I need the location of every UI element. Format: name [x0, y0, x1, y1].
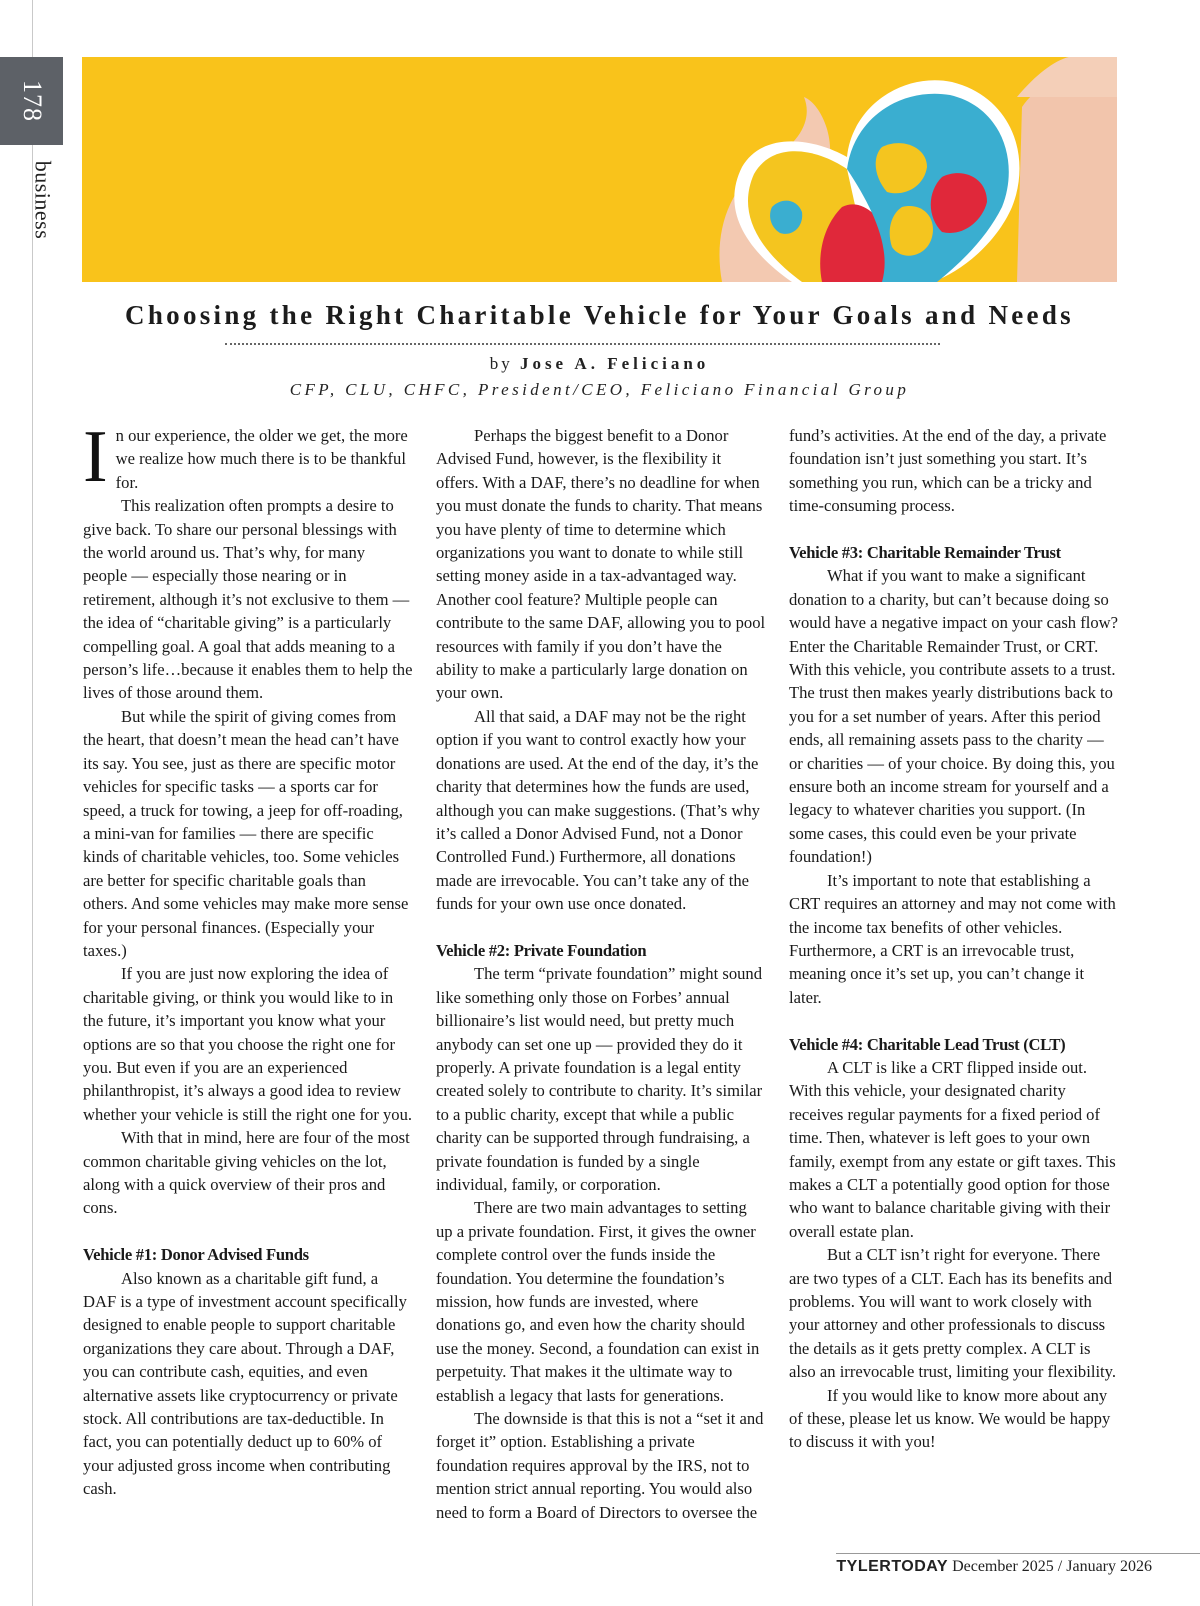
subheading-vehicle-3: Vehicle #3: Charitable Remainder Trust — [789, 543, 1061, 563]
paragraph: Perhaps the biggest benefit to a Donor Advised Fund, however, is the flexibility it offers. With a DAF, there’s no deadline for when you must donate the funds to charity. That means you have plenty of time to determine which organizations you want to donate to while still setting money aside in a tax-advantaged way. Another cool feature? Multiple people can contribute to the same DAF, allowing you to pool resources with family if you don’t have the ability to make a particularly large donation on your own. — [436, 426, 766, 703]
subheading-vehicle-4: Vehicle #4: Charitable Lead Trust (CLT) — [789, 1034, 1066, 1054]
column-3 — [789, 424, 1119, 1454]
paragraph: Also known as a charitable gift fund, a DAF is a type of investment account specifically designed to enable people to support charitable organizations they care about. Through a DAF, you can contribute cash, equities, and even alternative assets like cryptocurrency or private stock. All contributions are tax-deductible. In fact, you can potentially deduct up to 60% of your adjusted gross income when contributing cash. — [83, 1268, 407, 1499]
column-2 — [436, 424, 766, 1524]
author-credentials: CFP, CLU, CHFC, President/CEO, Feliciano Financial Group — [289, 380, 910, 399]
page-number: 178 — [17, 80, 47, 122]
hero-image — [82, 57, 1117, 282]
drop-cap: I — [83, 416, 108, 498]
paragraph: If you would like to know more about any of these, please let us know. We would be happy to discuss it with you! — [789, 1385, 1111, 1452]
byline-prefix: by — [489, 354, 513, 373]
paragraph: The term “private foundation” might sound like something only those on Forbes’ annual billionaire’s list would need, but pretty much anybody can set one up — provided they do it properly. A private foundation is a legal entity created solely to contribute to charity. It’s similar to a public charity, except that while a public charity can be supported through fundraising, a private foundation is funded by a single individual, family, or corporation. — [436, 964, 763, 1194]
article-title: Choosing the Right Charitable Vehicle for Your Goals and Needs — [125, 300, 1074, 330]
footer — [836, 1558, 1152, 1576]
column-1 — [83, 416, 413, 1501]
paragraph: This realization often prompts a desire to give back. To share our personal blessings with the world around us. That’s why, for many people — especially those nearing or in retirement, although it’s not exclusive to them — the idea of “charitable giving” is a particularly compelling goal. A goal that adds meaning to a person’s life…because it enables them to help the lives of those around them. — [83, 496, 413, 703]
puzzle-heart-illustration — [82, 57, 1117, 282]
page-number-tab — [0, 57, 63, 145]
title-divider — [225, 343, 940, 345]
paragraph: All that said, a DAF may not be the right option if you want to control exactly how your donations are used. At the end of the day, it’s the charity that determines how the funds are used, although you can make suggestions. (That’s why it’s called a Donor Advised Fund, not a Donor Controlled Fund.) Furthermore, all donations made are irrevocable. You can’t take any of the funds for your own use once donated. — [436, 706, 760, 914]
section-label — [30, 155, 54, 245]
byline — [82, 354, 1117, 374]
paragraph — [83, 416, 413, 498]
paragraph: fund’s activities. At the end of the day, a private foundation isn’t just something you start. It’s something you run, which can be a tricky and time-consuming process. — [789, 426, 1107, 516]
paragraph: A CLT is like a CRT flipped inside out. With this vehicle, your designated charity receives regular payments for a fixed period of time. Then, whatever is left goes to your own family, exempt from any estate or gift taxes. This makes a CLT a potentially good option for those who want to balance charitable giving with their overall estate plan. — [789, 1057, 1116, 1241]
paragraph-text: n our experience, the older we get, the more we realize how much there is to be thankful for. — [115, 426, 408, 492]
issue-date: December 2025 / January 2026 — [952, 1558, 1152, 1575]
author-name: Jose A. Feliciano — [519, 354, 710, 373]
magazine-brand: TYLERTODAY — [836, 1558, 949, 1575]
paragraph: The downside is that this is not a “set it and forget it” option. Establishing a private foundation requires approval by the IRS, not to mention strict annual reporting. You would also need to form a Board of Directors to oversee the — [436, 1409, 764, 1522]
paragraph: If you are just now exploring the idea of charitable giving, or think you would like to in the future, it’s important you know what your options are so that you choose the right one for you. But even if you are an experienced philanthropist, it’s always a good idea to review whether your vehicle is still the right one for you. — [83, 964, 413, 1124]
paragraph: But a CLT isn’t right for everyone. There are two types of a CLT. Each has its benefits and problems. You will want to work closely with your attorney and other professionals to discuss the details as it gets pretty complex. A CLT is also an irrevocable trust, limiting your flexibility. — [789, 1245, 1117, 1382]
paragraph: There are two main advantages to setting up a private foundation. First, it gives the owner complete control over the funds inside the foundation. You determine the foundation’s mission, how funds are invested, where donations go, and even how the charity should use the money. Second, a foundation can exist in perpetuity. That makes it the ultimate way to establish a legacy that lasts for generations. — [436, 1198, 760, 1405]
paragraph: What if you want to make a significant donation to a charity, but can’t because doing so would have a negative impact on your cash flow? Enter the Charitable Remainder Trust, or CRT. With this vehicle, you contribute assets to a trust. The trust then makes yearly distributions back to you for a set number of years. After this period ends, all remaining assets pass to the charity — or charities — of your choice. By doing this, you ensure both an income stream for yourself and a legacy to whatever charities you support. (In some cases, this could even be your private foundation!) — [789, 566, 1118, 867]
paragraph: It’s important to note that establishing a CRT requires an attorney and may not come with the income tax benefits of other vehicles. Furthermore, a CRT is an irrevocable trust, meaning once it’s set up, you can’t change it later. — [789, 870, 1116, 1007]
paragraph: But while the spirit of giving comes from the heart, that doesn’t mean the head can’t have its say. You see, just as there are specific motor vehicles for specific tasks — a sports car for speed, a truck for towing, a jeep for off-roading, a mini-van for families — there are specific kinds of charitable vehicles, too. Some vehicles are better for specific charitable goals than others. And some vehicles may make more sense for your personal finances. (Especially your taxes.) — [83, 706, 409, 960]
paragraph: With that in mind, here are four of the most common charitable giving vehicles on the lot, along with a quick overview of their pros and cons. — [83, 1128, 410, 1218]
subheading-vehicle-2: Vehicle #2: Private Foundation — [436, 940, 647, 960]
subheading-vehicle-1: Vehicle #1: Donor Advised Funds — [83, 1245, 309, 1265]
footer-rule — [836, 1553, 1200, 1554]
section-name: business — [30, 160, 55, 240]
